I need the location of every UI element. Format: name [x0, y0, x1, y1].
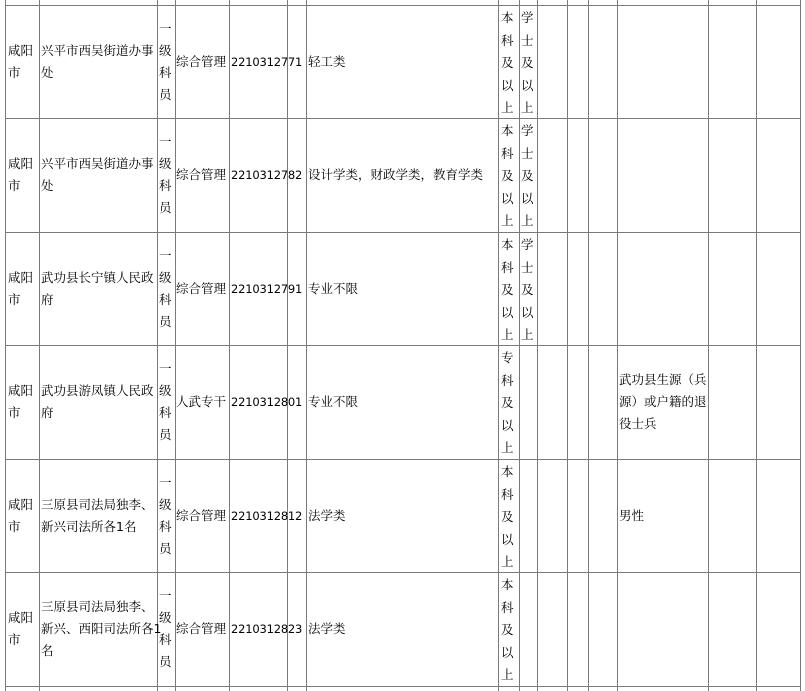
level-cell: 一 [159, 133, 172, 149]
city-cell: 咸阳 [8, 382, 34, 398]
city-cell: 咸阳 [8, 42, 34, 58]
level-cell: 员 [159, 86, 172, 102]
degree-cell: 士 [521, 259, 534, 275]
level-cell: 员 [159, 540, 172, 556]
table-row [0, 572, 805, 686]
unit-cell: 府 [41, 404, 54, 420]
city-cell: 咸阳 [8, 609, 34, 625]
condition-cell: 男性 [619, 507, 645, 523]
table-row [0, 5, 805, 119]
unit-cell: 名 [41, 642, 54, 658]
condition-cell: 源）或户籍的退 [619, 393, 707, 409]
degree-cell: 以 [521, 190, 534, 206]
major-cell: 设计学类，财政学类，教育学类 [308, 166, 484, 182]
position-cell: 综合管理 [176, 507, 227, 523]
level-cell: 科 [159, 631, 172, 647]
education-cell: 科 [501, 32, 514, 48]
unit-cell: 处 [41, 64, 54, 80]
level-cell: 级 [159, 609, 172, 625]
education-cell: 及 [501, 622, 514, 638]
education-cell: 本 [501, 237, 514, 252]
degree-cell: 上 [521, 213, 534, 229]
condition-cell: 武功县生源（兵 [619, 371, 707, 387]
code-cell: 2210312812 [231, 508, 303, 523]
education-cell: 上 [501, 440, 514, 456]
level-cell: 员 [159, 199, 172, 215]
level-cell: 员 [159, 313, 172, 329]
code-cell: 2210312782 [231, 167, 303, 182]
unit-cell: 兴平市西吴街道办事 [41, 155, 154, 171]
city-cell: 咸阳 [8, 269, 34, 285]
major-cell: 专业不限 [308, 393, 359, 409]
code-cell: 2210312771 [231, 54, 303, 69]
education-cell: 科 [501, 259, 514, 275]
degree-cell: 及 [521, 282, 534, 298]
table-row [0, 459, 805, 573]
level-cell: 级 [159, 496, 172, 512]
education-cell: 科 [501, 599, 514, 615]
city-cell: 市 [8, 518, 21, 534]
unit-cell: 处 [41, 177, 54, 193]
position-cell: 综合管理 [176, 166, 227, 182]
city-cell: 市 [8, 177, 21, 193]
table-row-border [5, 686, 800, 687]
level-cell: 科 [159, 177, 172, 193]
city-cell: 市 [8, 64, 21, 80]
level-cell: 一 [159, 247, 172, 263]
level-cell: 一 [159, 587, 172, 603]
degree-cell: 上 [521, 327, 534, 343]
education-cell: 以 [501, 644, 514, 660]
education-cell: 及 [501, 509, 514, 525]
level-cell: 科 [159, 64, 172, 80]
education-cell: 以 [501, 304, 514, 320]
table-row [0, 232, 805, 346]
education-cell: 本 [501, 464, 514, 479]
unit-cell: 新兴、西阳司法所各1 [41, 620, 162, 636]
education-cell: 及 [501, 168, 514, 184]
degree-cell: 士 [521, 32, 534, 48]
condition-cell: 役士兵 [619, 415, 657, 431]
major-cell: 轻工类 [308, 53, 346, 69]
education-cell: 上 [501, 213, 514, 229]
degree-cell: 以 [521, 77, 534, 93]
unit-cell: 三原县司法局独李、 [41, 496, 154, 512]
education-cell: 科 [501, 145, 514, 161]
major-cell: 法学类 [308, 620, 346, 636]
unit-cell: 武功县游凤镇人民政 [41, 382, 154, 398]
level-cell: 员 [159, 653, 172, 669]
education-cell: 本 [501, 10, 514, 25]
city-cell: 市 [8, 291, 21, 307]
city-cell: 市 [8, 631, 21, 647]
unit-cell: 武功县长宁镇人民政 [41, 269, 154, 285]
level-cell: 级 [159, 155, 172, 171]
level-cell: 员 [159, 426, 172, 442]
level-cell: 级 [159, 382, 172, 398]
education-cell: 科 [501, 486, 514, 502]
education-cell: 上 [501, 327, 514, 343]
position-cell: 综合管理 [176, 53, 227, 69]
city-cell: 咸阳 [8, 155, 34, 171]
degree-cell: 士 [521, 145, 534, 161]
education-cell: 专 [501, 350, 514, 365]
position-cell: 综合管理 [176, 280, 227, 296]
city-cell: 咸阳 [8, 496, 34, 512]
level-cell: 一 [159, 360, 172, 376]
table-row [0, 345, 805, 459]
code-cell: 2210312823 [231, 621, 303, 636]
major-cell: 法学类 [308, 507, 346, 523]
education-cell: 以 [501, 531, 514, 547]
level-cell: 级 [159, 269, 172, 285]
table-row [0, 118, 805, 232]
code-cell: 2210312801 [231, 394, 303, 409]
education-cell: 以 [501, 190, 514, 206]
city-cell: 市 [8, 404, 21, 420]
degree-cell: 及 [521, 55, 534, 71]
education-cell: 及 [501, 282, 514, 298]
education-cell: 本 [501, 123, 514, 138]
position-cell: 人武专干 [176, 393, 227, 409]
code-cell: 2210312791 [231, 281, 303, 296]
level-cell: 科 [159, 291, 172, 307]
level-cell: 科 [159, 404, 172, 420]
education-cell: 上 [501, 100, 514, 116]
degree-cell: 上 [521, 100, 534, 116]
major-cell: 专业不限 [308, 280, 359, 296]
position-cell: 综合管理 [176, 620, 227, 636]
unit-cell: 府 [41, 291, 54, 307]
level-cell: 一 [159, 20, 172, 36]
unit-cell: 新兴司法所各1名 [41, 518, 137, 534]
education-cell: 以 [501, 417, 514, 433]
education-cell: 上 [501, 554, 514, 570]
education-cell: 科 [501, 372, 514, 388]
level-cell: 级 [159, 42, 172, 58]
level-cell: 一 [159, 474, 172, 490]
unit-cell: 兴平市西吴街道办事 [41, 42, 154, 58]
degree-cell: 以 [521, 304, 534, 320]
education-cell: 上 [501, 667, 514, 683]
degree-cell: 学 [521, 10, 534, 25]
education-cell: 及 [501, 395, 514, 411]
education-cell: 本 [501, 577, 514, 592]
level-cell: 科 [159, 518, 172, 534]
degree-cell: 学 [521, 237, 534, 252]
education-cell: 以 [501, 77, 514, 93]
education-cell: 及 [501, 55, 514, 71]
degree-cell: 及 [521, 168, 534, 184]
degree-cell: 学 [521, 123, 534, 138]
unit-cell: 三原县司法局独李、 [41, 598, 154, 614]
